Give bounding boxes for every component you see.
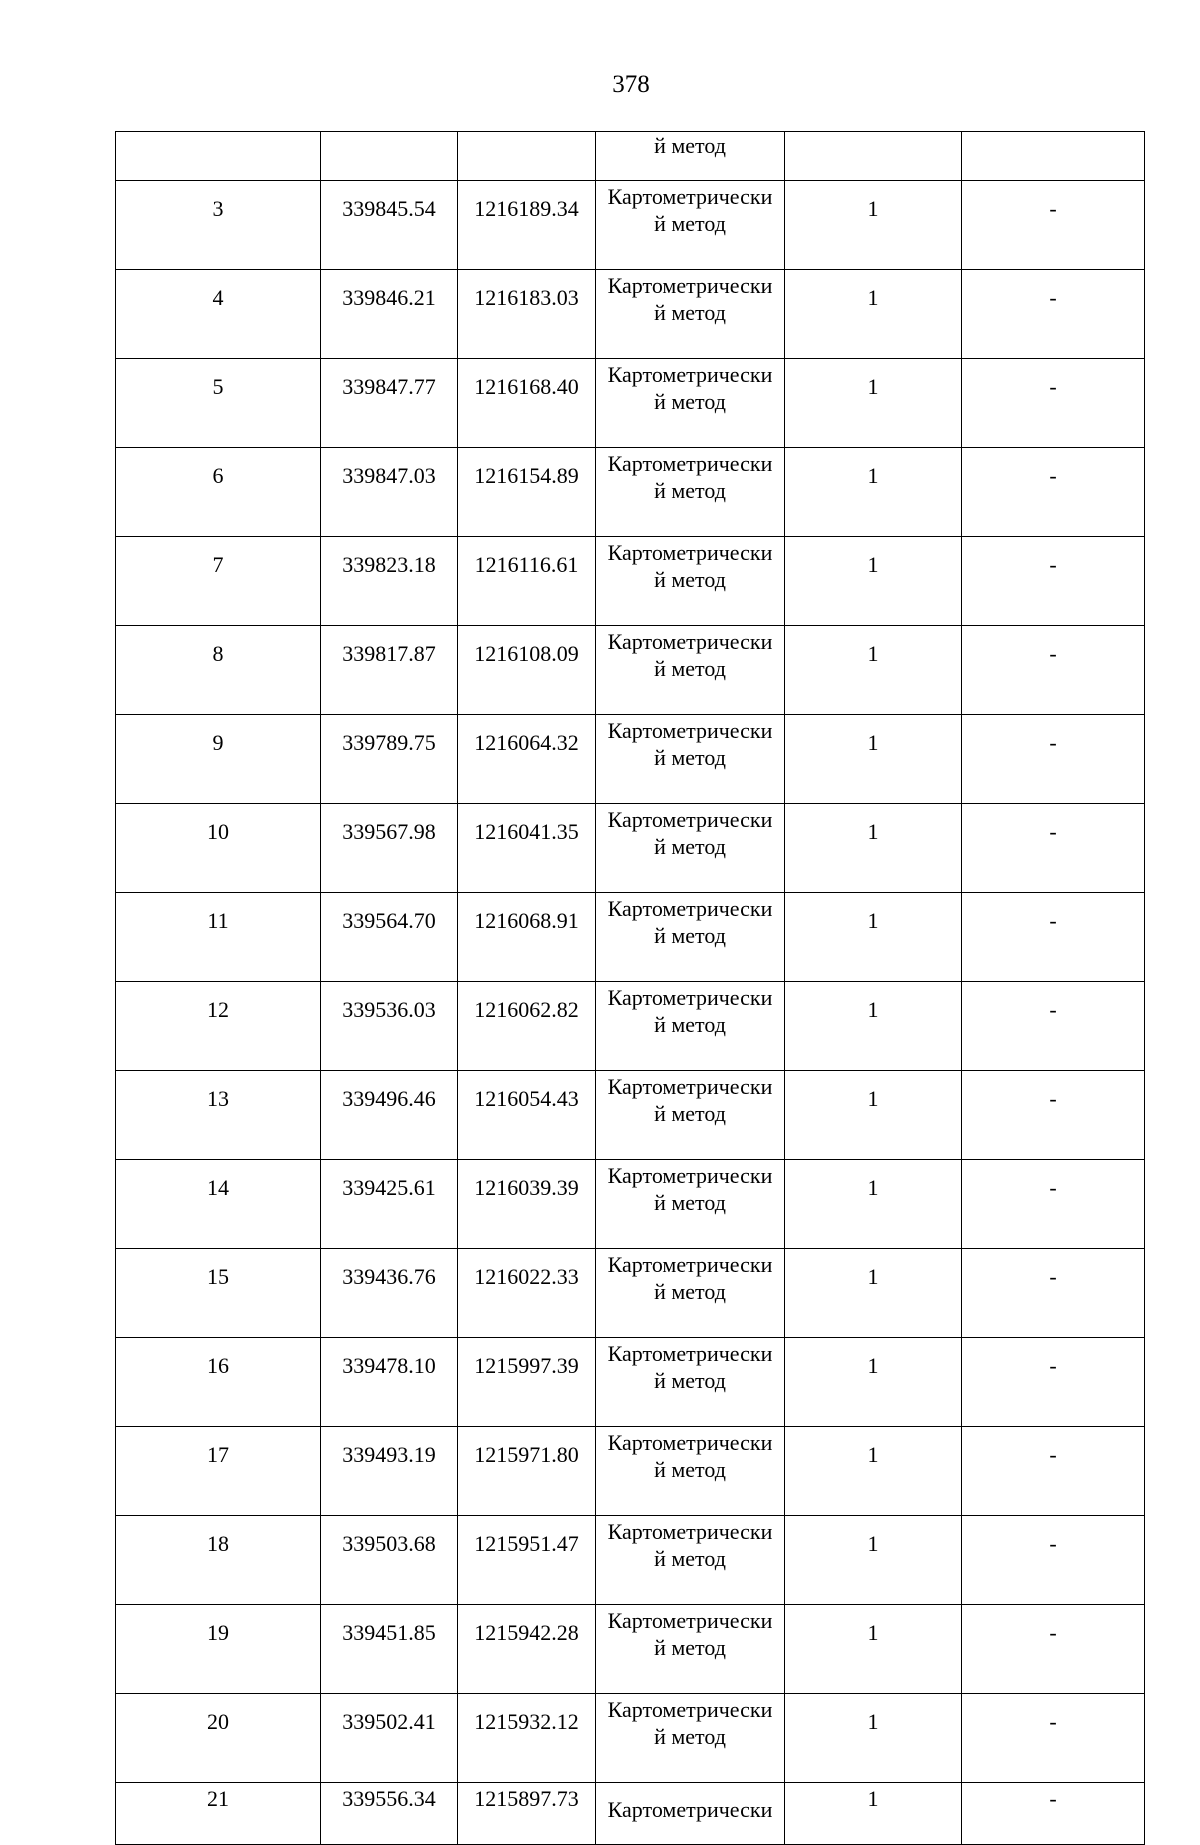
method-text-line1: Картометрически [607, 1797, 773, 1822]
x-coordinate-cell: 339496.46 [321, 1071, 458, 1160]
method-cell [596, 982, 785, 1071]
method-text-line1: Картометрически [607, 985, 773, 1010]
point-number-cell: 16 [116, 1338, 321, 1427]
note-cell [962, 132, 1145, 181]
y-coordinate-cell: 1216108.09 [458, 626, 596, 715]
method-text-line1: Картометрически [607, 807, 773, 832]
method-text-line2: й метод [654, 1012, 726, 1037]
method-cell [596, 1694, 785, 1783]
method-text-line2: й метод [654, 1190, 726, 1215]
method-text-line1: Картометрически [607, 540, 773, 565]
table-row [116, 1071, 1145, 1160]
accuracy-cell: 1 [785, 270, 962, 359]
y-coordinate-cell [458, 132, 596, 181]
method-text-line2: й метод [654, 389, 726, 414]
method-text-line2: й метод [654, 300, 726, 325]
method-cell [596, 893, 785, 982]
table-row [116, 1516, 1145, 1605]
table-row [116, 626, 1145, 715]
x-coordinate-cell: 339436.76 [321, 1249, 458, 1338]
method-text-line2: й метод [654, 567, 726, 592]
accuracy-cell: 1 [785, 1783, 962, 1845]
y-coordinate-cell: 1215971.80 [458, 1427, 596, 1516]
point-number-cell [116, 132, 321, 181]
point-number-cell: 14 [116, 1160, 321, 1249]
table-row [116, 1605, 1145, 1694]
table-row [116, 1160, 1145, 1249]
accuracy-cell: 1 [785, 448, 962, 537]
x-coordinate-cell: 339451.85 [321, 1605, 458, 1694]
method-text-line2: й метод [654, 1457, 726, 1482]
method-cell [596, 1338, 785, 1427]
accuracy-cell: 1 [785, 982, 962, 1071]
method-text-line1: Картометрически [607, 896, 773, 921]
method-text-line1: Картометрически [607, 1519, 773, 1544]
y-coordinate-cell: 1216054.43 [458, 1071, 596, 1160]
method-text-line1: Картометрически [607, 1430, 773, 1455]
y-coordinate-cell: 1215951.47 [458, 1516, 596, 1605]
accuracy-cell: 1 [785, 804, 962, 893]
note-cell: - [962, 448, 1145, 537]
x-coordinate-cell: 339847.03 [321, 448, 458, 537]
point-number-cell: 21 [116, 1783, 321, 1845]
note-cell: - [962, 804, 1145, 893]
method-cell [596, 1427, 785, 1516]
x-coordinate-cell: 339789.75 [321, 715, 458, 804]
table-row [116, 715, 1145, 804]
note-cell: - [962, 1783, 1145, 1845]
note-cell: - [962, 1427, 1145, 1516]
accuracy-cell: 1 [785, 1338, 962, 1427]
note-cell: - [962, 626, 1145, 715]
coordinates-table [115, 131, 1145, 1845]
point-number-cell: 4 [116, 270, 321, 359]
accuracy-cell: 1 [785, 715, 962, 804]
note-cell: - [962, 893, 1145, 982]
table-body [116, 132, 1145, 1845]
point-number-cell: 3 [116, 181, 321, 270]
method-text-line2: й метод [654, 478, 726, 503]
method-cell [596, 448, 785, 537]
y-coordinate-cell: 1216154.89 [458, 448, 596, 537]
method-text-line2: й метод [654, 1546, 726, 1571]
x-coordinate-cell: 339847.77 [321, 359, 458, 448]
method-text-line2: й метод [654, 745, 726, 770]
method-cell [596, 1071, 785, 1160]
note-cell: - [962, 270, 1145, 359]
table-row [116, 1783, 1145, 1845]
accuracy-cell: 1 [785, 1605, 962, 1694]
method-text-line2: й метод [654, 656, 726, 681]
x-coordinate-cell: 339502.41 [321, 1694, 458, 1783]
note-cell: - [962, 1605, 1145, 1694]
table-row [116, 982, 1145, 1071]
table-row [116, 804, 1145, 893]
point-number-cell: 12 [116, 982, 321, 1071]
point-number-cell: 7 [116, 537, 321, 626]
table-row [116, 181, 1145, 270]
accuracy-cell: 1 [785, 1427, 962, 1516]
accuracy-cell: 1 [785, 1516, 962, 1605]
y-coordinate-cell: 1216022.33 [458, 1249, 596, 1338]
method-cell [596, 1605, 785, 1694]
method-cell [596, 359, 785, 448]
y-coordinate-cell: 1215932.12 [458, 1694, 596, 1783]
method-cell [596, 1249, 785, 1338]
method-cell [596, 804, 785, 893]
point-number-cell: 18 [116, 1516, 321, 1605]
method-text-line2: й метод [654, 1279, 726, 1304]
method-text: й метод [654, 133, 726, 158]
method-cell [596, 537, 785, 626]
accuracy-cell: 1 [785, 359, 962, 448]
page-number: 378 [612, 71, 650, 98]
note-cell: - [962, 1694, 1145, 1783]
method-cell [596, 1783, 785, 1845]
method-cell [596, 132, 785, 181]
x-coordinate-cell [321, 132, 458, 181]
table-row [116, 893, 1145, 982]
point-number-cell: 9 [116, 715, 321, 804]
y-coordinate-cell: 1216041.35 [458, 804, 596, 893]
table-row [116, 270, 1145, 359]
y-coordinate-cell: 1215897.73 [458, 1783, 596, 1845]
x-coordinate-cell: 339846.21 [321, 270, 458, 359]
table-row [116, 448, 1145, 537]
y-coordinate-cell: 1215997.39 [458, 1338, 596, 1427]
table-row [116, 1338, 1145, 1427]
point-number-cell: 15 [116, 1249, 321, 1338]
x-coordinate-cell: 339823.18 [321, 537, 458, 626]
x-coordinate-cell: 339817.87 [321, 626, 458, 715]
x-coordinate-cell: 339503.68 [321, 1516, 458, 1605]
point-number-cell: 6 [116, 448, 321, 537]
y-coordinate-cell: 1216116.61 [458, 537, 596, 626]
note-cell: - [962, 537, 1145, 626]
method-text-line1: Картометрически [607, 1252, 773, 1277]
method-text-line1: Картометрически [607, 1608, 773, 1633]
note-cell: - [962, 715, 1145, 804]
point-number-cell: 17 [116, 1427, 321, 1516]
accuracy-cell: 1 [785, 1694, 962, 1783]
accuracy-cell: 1 [785, 626, 962, 715]
x-coordinate-cell: 339478.10 [321, 1338, 458, 1427]
x-coordinate-cell: 339536.03 [321, 982, 458, 1071]
note-cell: - [962, 982, 1145, 1071]
table-row [116, 1249, 1145, 1338]
y-coordinate-cell: 1216068.91 [458, 893, 596, 982]
table-row [116, 1427, 1145, 1516]
accuracy-cell [785, 132, 962, 181]
point-number-cell: 19 [116, 1605, 321, 1694]
table-row [116, 1694, 1145, 1783]
method-text-line2: й метод [654, 1101, 726, 1126]
note-cell: - [962, 181, 1145, 270]
note-cell: - [962, 1338, 1145, 1427]
method-text-line1: Картометрически [607, 1074, 773, 1099]
method-text-line1: Картометрически [607, 629, 773, 654]
accuracy-cell: 1 [785, 537, 962, 626]
method-cell [596, 1516, 785, 1605]
y-coordinate-cell: 1216189.34 [458, 181, 596, 270]
y-coordinate-cell: 1216064.32 [458, 715, 596, 804]
y-coordinate-cell: 1216183.03 [458, 270, 596, 359]
point-number-cell: 10 [116, 804, 321, 893]
table-row [116, 537, 1145, 626]
x-coordinate-cell: 339425.61 [321, 1160, 458, 1249]
accuracy-cell: 1 [785, 181, 962, 270]
point-number-cell: 13 [116, 1071, 321, 1160]
method-text-line1: Картометрически [607, 1163, 773, 1188]
y-coordinate-cell: 1216062.82 [458, 982, 596, 1071]
point-number-cell: 20 [116, 1694, 321, 1783]
method-text-line2: й метод [654, 1724, 726, 1749]
y-coordinate-cell: 1216039.39 [458, 1160, 596, 1249]
method-text-line2: й метод [654, 834, 726, 859]
method-text-line1: Картометрически [607, 1697, 773, 1722]
method-cell [596, 1160, 785, 1249]
note-cell: - [962, 1071, 1145, 1160]
method-cell [596, 626, 785, 715]
y-coordinate-cell: 1216168.40 [458, 359, 596, 448]
method-cell [596, 181, 785, 270]
method-text-line2: й метод [654, 211, 726, 236]
x-coordinate-cell: 339564.70 [321, 893, 458, 982]
method-text-line1: Картометрически [607, 718, 773, 743]
table-row [116, 359, 1145, 448]
point-number-cell: 8 [116, 626, 321, 715]
method-text-line1: Картометрически [607, 362, 773, 387]
point-number-cell: 11 [116, 893, 321, 982]
method-cell [596, 270, 785, 359]
accuracy-cell: 1 [785, 1160, 962, 1249]
x-coordinate-cell: 339845.54 [321, 181, 458, 270]
x-coordinate-cell: 339556.34 [321, 1783, 458, 1845]
accuracy-cell: 1 [785, 1249, 962, 1338]
accuracy-cell: 1 [785, 893, 962, 982]
point-number-cell: 5 [116, 359, 321, 448]
x-coordinate-cell: 339493.19 [321, 1427, 458, 1516]
y-coordinate-cell: 1215942.28 [458, 1605, 596, 1694]
note-cell: - [962, 1516, 1145, 1605]
method-text-line2: й метод [654, 923, 726, 948]
method-text-line1: Картометрически [607, 451, 773, 476]
note-cell: - [962, 1160, 1145, 1249]
method-cell [596, 715, 785, 804]
accuracy-cell: 1 [785, 1071, 962, 1160]
method-text-line2: й метод [654, 1635, 726, 1660]
method-text-line1: Картометрически [607, 1341, 773, 1366]
method-text-line1: Картометрически [607, 273, 773, 298]
note-cell: - [962, 359, 1145, 448]
method-text-line1: Картометрически [607, 184, 773, 209]
note-cell: - [962, 1249, 1145, 1338]
x-coordinate-cell: 339567.98 [321, 804, 458, 893]
method-text-line2: й метод [654, 1368, 726, 1393]
table-row-continuation [116, 132, 1145, 181]
